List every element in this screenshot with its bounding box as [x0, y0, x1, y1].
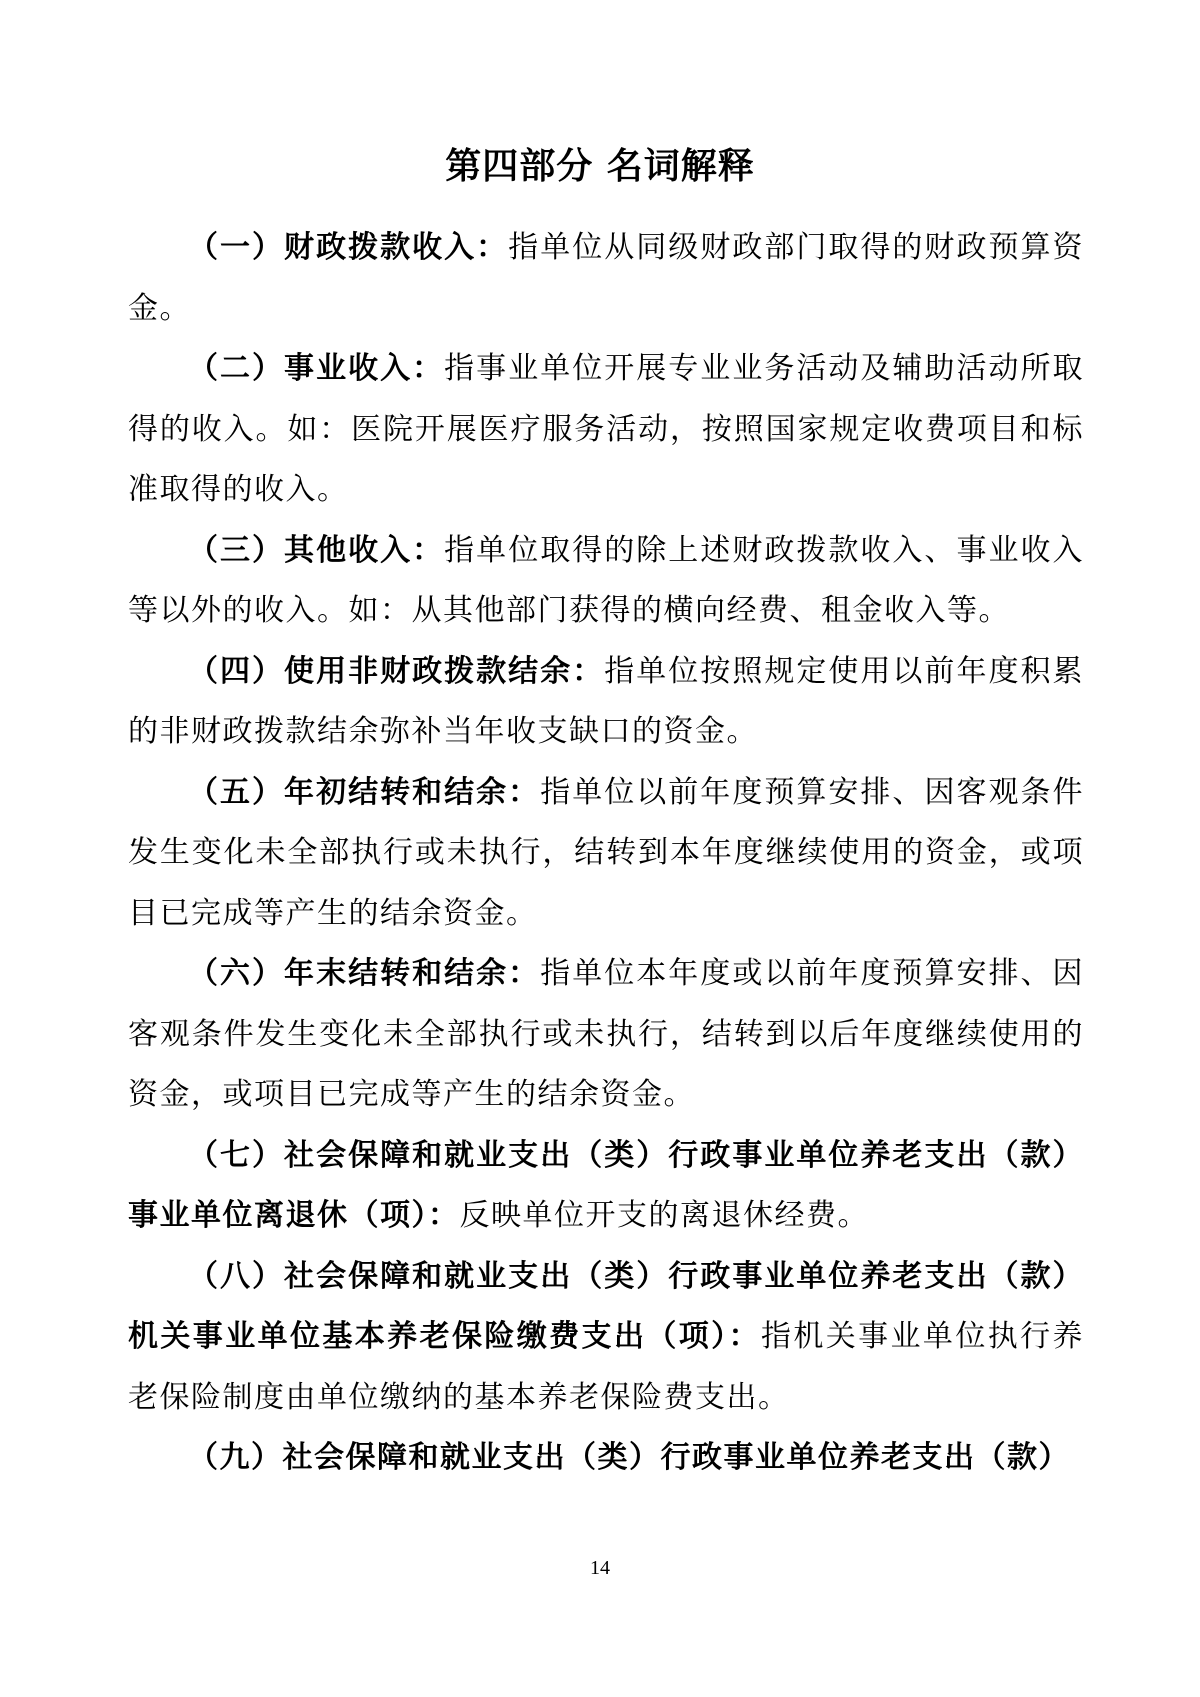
glossary-item-5: [128, 763, 1084, 945]
glossary-term: （八）社会保障和就业支出（类）行政事业单位养老支出（款）机关事业单位基本养老保险缴费支出（项）：: [128, 1258, 1084, 1354]
glossary-item-2: [128, 339, 1084, 521]
glossary-item-9: [128, 1428, 1084, 1489]
glossary-term: （六）年末结转和结余：: [188, 956, 541, 991]
glossary-term: （九）社会保障和就业支出（类）行政事业单位养老支出（款）: [188, 1440, 1070, 1475]
page-title: 第四部分 名词解释: [445, 146, 755, 187]
glossary-term: （二）事业收入：: [188, 351, 445, 386]
glossary-definition: 指事业单位开展专业业务活动及辅助活动所取得的收入。如：医院开展医疗服务活动，按照国家规定收费项目和标准取得的收入。: [128, 351, 1085, 507]
glossary-item-6: [128, 944, 1084, 1126]
glossary-definition: 指单位取得的除上述财政拨款收入、事业收入等以外的收入。如：从其他部门获得的横向经费、租金收入等。: [128, 532, 1085, 628]
glossary-term: （四）使用非财政拨款结余：: [188, 653, 605, 689]
glossary-definition: 指单位按照规定使用以前年度积累的非财政拨款结余弥补当年收支缺口的资金。: [128, 653, 1085, 749]
page-number: 14: [590, 1557, 610, 1579]
glossary-term: （一）财政拨款收入：: [188, 230, 509, 265]
glossary-item-3: [128, 521, 1084, 642]
glossary-term: （七）社会保障和就业支出（类）行政事业单位养老支出（款）事业单位离退休（项）：: [128, 1137, 1084, 1233]
glossary-item-7: [128, 1126, 1084, 1247]
glossary-body: [128, 218, 1084, 1489]
glossary-item-4: [128, 642, 1084, 763]
glossary-definition: 指单位从同级财政部门取得的财政预算资金。: [128, 230, 1085, 326]
glossary-definition: 反映单位开支的离退休经费。: [459, 1198, 869, 1233]
glossary-definition: 指单位本年度或以前年度预算安排、因客观条件发生变化未全部执行或未执行，结转到以后年度继续使用的资金，或项目已完成等产生的结余资金。: [128, 956, 1085, 1112]
glossary-definition: 指单位以前年度预算安排、因客观条件发生变化未全部执行或未执行，结转到本年度继续使用的资金，或项目已完成等产生的结余资金。: [128, 774, 1085, 931]
glossary-term: （五）年初结转和结余：: [188, 774, 541, 810]
glossary-item-1: [128, 218, 1084, 339]
glossary-term: （三）其他收入：: [188, 532, 445, 568]
glossary-item-8: [128, 1247, 1084, 1429]
glossary-definition: 指机关事业单位执行养老保险制度由单位缴纳的基本养老保险费支出。: [128, 1319, 1085, 1415]
